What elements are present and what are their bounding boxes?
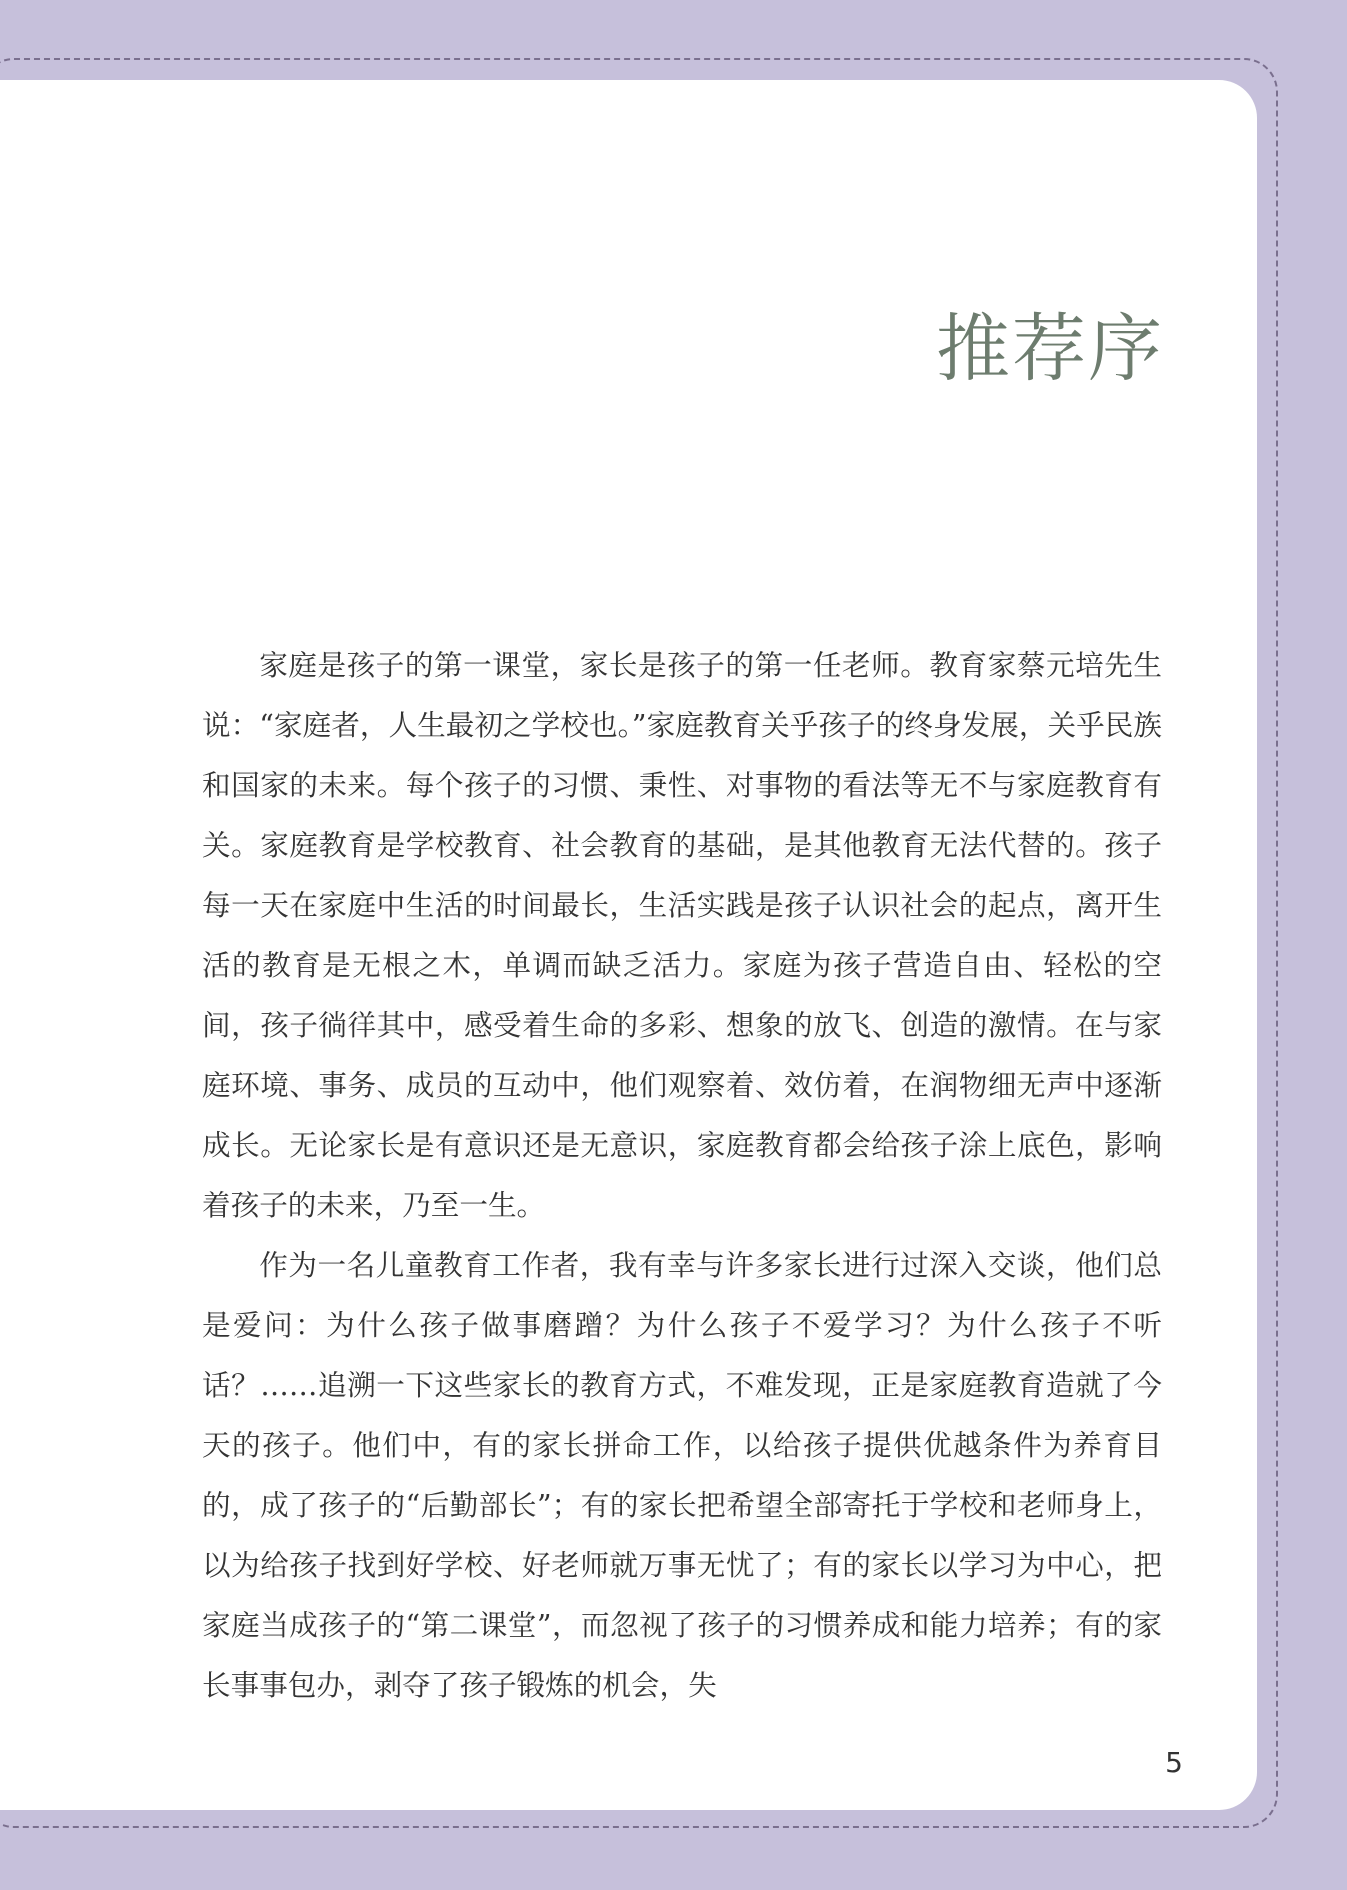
preface-body: [202, 635, 1162, 1715]
page-title: 推荐序: [936, 306, 1164, 392]
paragraph-1: 家庭是孩子的第一课堂，家长是孩子的第一任老师。教育家蔡元培先生说：“家庭者，人生最初之学校也。”家庭教育关乎孩子的终身发展，关乎民族和国家的未来。每个孩子的习惯、秉性、对事物的看法等无不与家庭教育有关。家庭教育是学校教育、社会教育的基础，是其他教育无法代替的。孩子每一天在家庭中生活的时间最长，生活实践是孩子认识社会的起点，离开生活的教育是无根之木，单调而缺乏活力。家庭为孩子营造自由、轻松的空间，孩子徜徉其中，感受着生命的多彩、想象的放飞、创造的激情。在与家庭环境、事务、成员的互动中，他们观察着、效仿着，在润物细无声中逐渐成长。无论家长是有意识还是无意识，家庭教育都会给孩子涂上底色，影响着孩子的未来，乃至一生。: [202, 648, 1162, 1222]
paragraph-2: 作为一名儿童教育工作者，我有幸与许多家长进行过深入交谈，他们总是爱问：为什么孩子做事磨蹭？为什么孩子不爱学习？为什么孩子不听话？……追溯一下这些家长的教育方式，不难发现，正是家庭教育造就了今天的孩子。他们中，有的家长拼命工作，以给孩子提供优越条件为养育目的，成了孩子的“后勤部长”；有的家长把希望全部寄托于学校和老师身上，以为给孩子找到好学校、好老师就万事无忧了；有的家长以学习为中心，把家庭当成孩子的“第二课堂”，而忽视了孩子的习惯养成和能力培养；有的家长事事包办，剥夺了孩子锻炼的机会，失: [202, 1248, 1162, 1702]
page-number: 5: [1165, 1746, 1183, 1779]
